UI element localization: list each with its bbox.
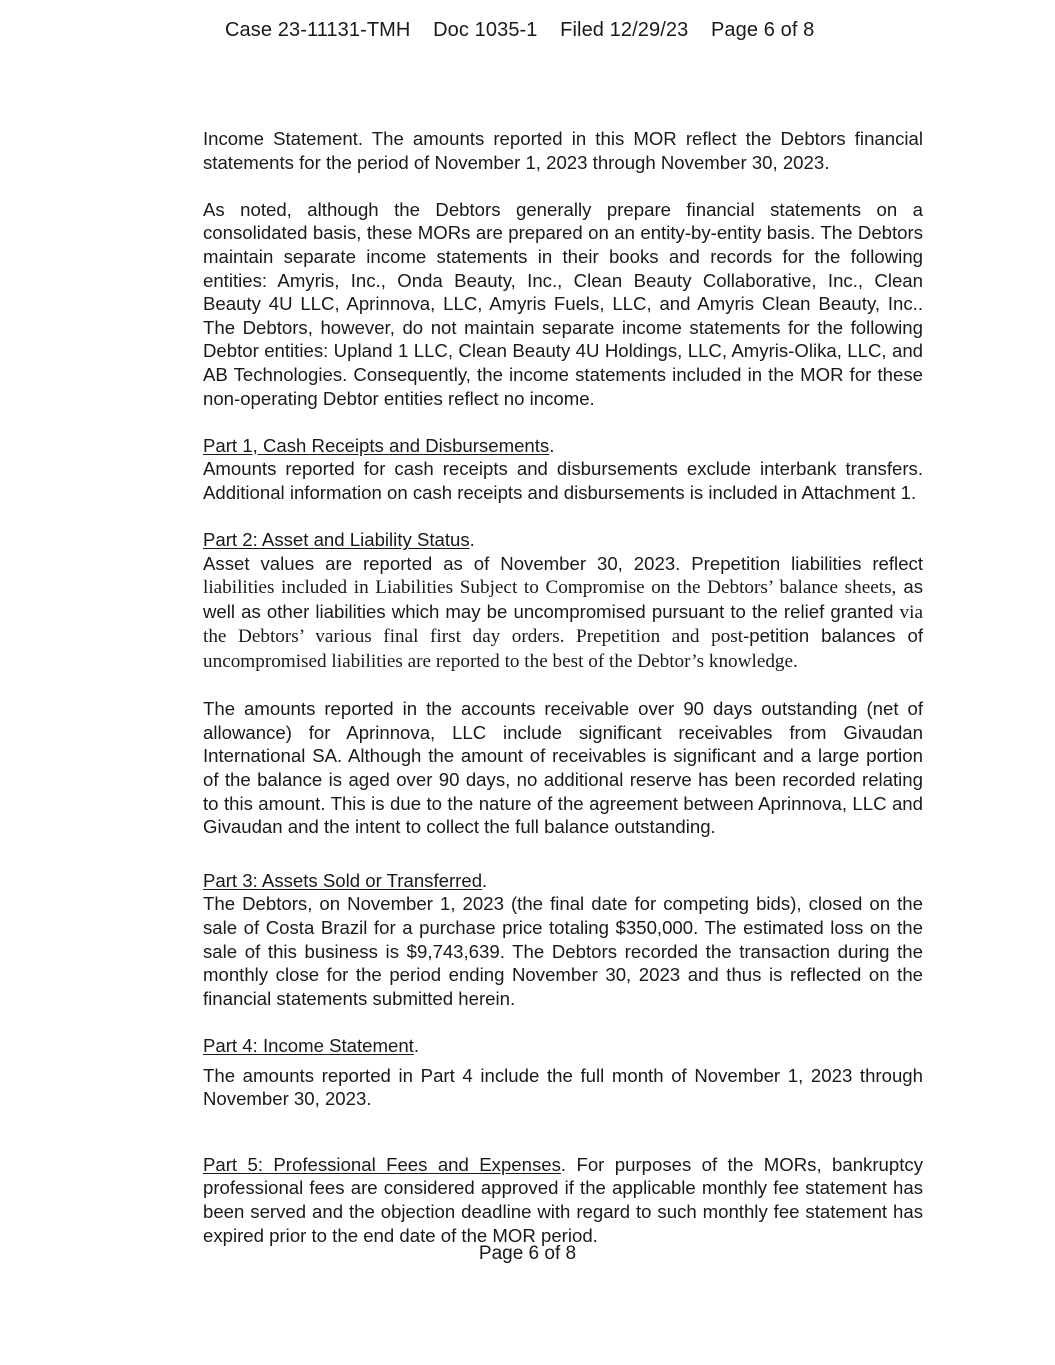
part2-line-c: as well as other liabilities which may be uncompromised pursuant to the relief granted bbox=[203, 576, 923, 622]
part2-line-d1: via the Debtors’ various final first day orders. Prepetition and post bbox=[203, 601, 923, 648]
header-page-number: Page 6 of 8 bbox=[710, 19, 815, 41]
part2-line-e: uncompromised liabilities are reported to the best of the Debtor’s knowledge. bbox=[203, 651, 798, 673]
document-body bbox=[203, 127, 923, 1247]
part5-paragraph: Part 5: Professional Fees and Expenses. For purposes of the MORs, bankruptcy professional fees are considered approved if the applicable monthly fee statement has been served and the objection deadline with regard to such monthly fee statement has expired prior to the end date of the MOR period. bbox=[203, 1153, 923, 1246]
part2-line-b: liabilities included in Liabilities Subject to Compromise on the Debtors’ balance sheets, bbox=[203, 577, 897, 599]
part2-heading-line: Part 2: Asset and Liability Status. bbox=[203, 529, 475, 551]
footer-page-number: Page 6 of 8 bbox=[478, 1243, 577, 1264]
part2-heading: Part 2: Asset and Liability Status bbox=[203, 529, 470, 551]
part1-heading-line: Part 1, Cash Receipts and Disbursements. bbox=[203, 434, 555, 456]
part2-paragraph bbox=[203, 552, 923, 674]
part1-paragraph: Amounts reported for cash receipts and disbursements exclude interbank transfers. Additional information on cash receipts and disbursements is included in Attachment 1. bbox=[203, 458, 923, 503]
part4-heading-line: Part 4: Income Statement. bbox=[203, 1034, 420, 1056]
intro-paragraph: Income Statement. The amounts reported in this MOR reflect the Debtors financial statements for the period of November 1, 2023 through November 30, 2023. bbox=[203, 128, 923, 173]
part5-text: For purposes of the MORs, bankruptcy professional fees are considered approved if the applicable monthly fee statement has been served and the objection deadline with regard to such monthly fee statement has expired prior to the end date of the MOR period. bbox=[203, 1153, 923, 1246]
part3-heading: Part 3: Assets Sold or Transferred bbox=[203, 869, 483, 891]
filed-date: Filed 12/29/23 bbox=[560, 19, 689, 41]
part3-heading-line: Part 3: Assets Sold or Transferred. bbox=[203, 869, 488, 891]
filing-header bbox=[225, 19, 814, 42]
part4-heading: Part 4: Income Statement bbox=[203, 1034, 414, 1056]
part2-line-d2: -petition balances of bbox=[743, 625, 924, 647]
receivables-paragraph: The amounts reported in the accounts receivable over 90 days outstanding (net of allowance) for Aprinnova, LLC include significant receivables from Givaudan International SA. Although the amount of receivables is significant and a large portion of the balance is aged over 90 days, no additional reserve has been recorded relating to this amount. This is due to the nature of the agreement between Aprinnova, LLC and Givaudan and the intent to collect the full balance outstanding. bbox=[203, 698, 923, 838]
part3-paragraph: The Debtors, on November 1, 2023 (the final date for competing bids), closed on the sale of Costa Brazil for a purchase price totaling $350,000. The estimated loss on the sale of this business is $9,743,639. The Debtors recorded the transaction during the monthly close for the period ending November 30, 2023 and thus is reflected on the financial statements submitted herein. bbox=[203, 893, 923, 1009]
part5-heading: Part 5: Professional Fees and Expenses bbox=[203, 1153, 561, 1175]
case-number: Case 23-11131-TMH bbox=[225, 19, 411, 41]
entity-basis-paragraph: As noted, although the Debtors generally prepare financial statements on a consolidated basis, these MORs are prepared on an entity-by-entity basis. The Debtors maintain separate income statements in their books and records for the following entities: Amyris, Inc., Onda Beauty, Inc., Clean Beauty Collaborative, Inc., Clean Beauty 4U LLC, Aprinnova, LLC, Amyris Fuels, LLC, and Amyris Clean Beauty, Inc.. The Debtors, however, do not maintain separate income statements for the following Debtor entities: Upland 1 LLC, Clean Beauty 4U Holdings, LLC, Amyris-Olika, LLC, and AB Technologies. Consequently, the income statements included in the MOR for these non-operating Debtor entities reflect no income. bbox=[203, 198, 923, 409]
part1-heading: Part 1, Cash Receipts and Disbursements bbox=[203, 434, 550, 456]
part2-line-a: Asset values are reported as of November 30, 2023. Prepetition liabilities reflect bbox=[203, 552, 923, 574]
part4-paragraph: The amounts reported in Part 4 include the full month of November 1, 2023 through November 30, 2023. bbox=[203, 1064, 923, 1110]
document-number: Doc 1035-1 bbox=[433, 19, 538, 41]
